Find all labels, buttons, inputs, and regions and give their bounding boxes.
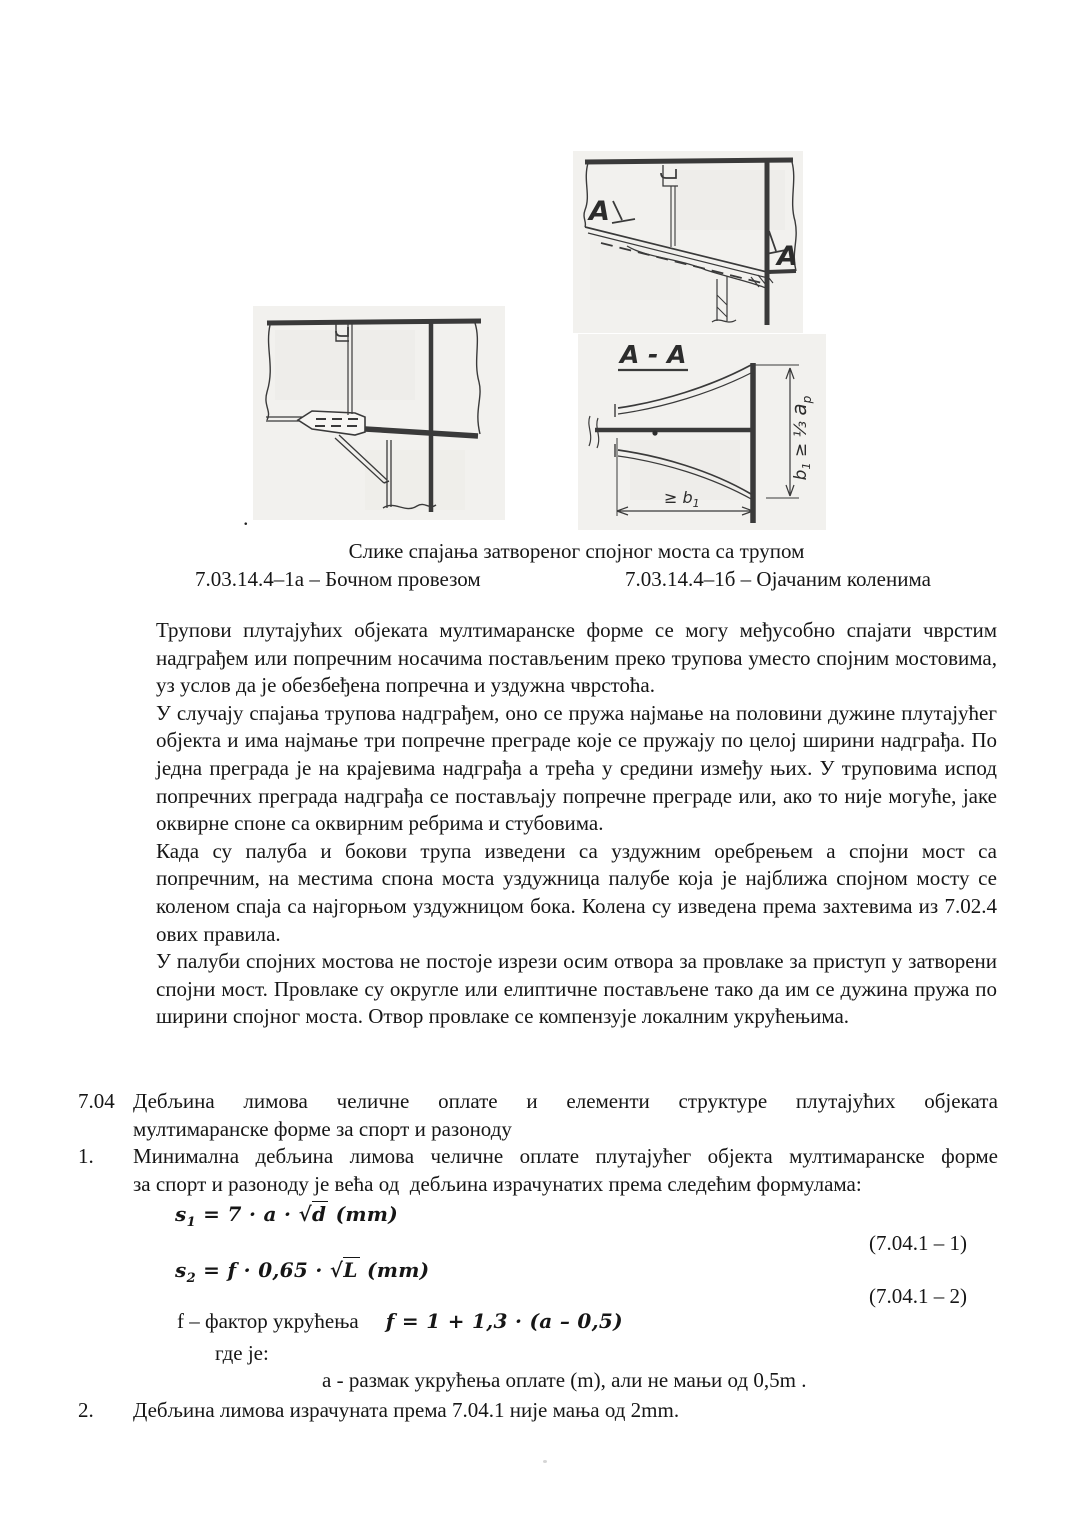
figure-caption-left: 7.03.14.4–1а – Бочном провезом — [195, 567, 481, 591]
dimension-b1-rule-label: $b_1$ ≥ ⅓ $a_p$ — [787, 395, 814, 481]
figure-side-girder-sketch — [245, 300, 535, 535]
item-1-line2: за спорт и разоноду је већа од дебљина израчунатих према следећим формулама: — [133, 1171, 862, 1196]
item-2-number: 2. — [78, 1398, 94, 1422]
scan-dot: . — [243, 505, 249, 530]
factor-f-label: f – фактор укрућења — [177, 1309, 359, 1333]
formula-s1 — [175, 1202, 398, 1230]
formula-s2-sub: 2 — [186, 1271, 196, 1286]
section-cut-letter-left: A — [589, 196, 610, 227]
item-1-text — [133, 1143, 998, 1198]
section-heading-line1: Дебљина лимова челичне оплате и елементи структуре плутајућих објеката — [133, 1089, 998, 1113]
section-7-04-heading — [78, 1088, 998, 1143]
item-2-line1: Дебљина лимова израчуната према 7.04.1 није мања од 2mm. — [133, 1398, 680, 1422]
equation-number-1: (7.04.1 – 1) — [869, 1231, 967, 1255]
formula-s2-unit: (mm) — [359, 1258, 430, 1282]
figure-section-a-a-sketch — [570, 330, 840, 535]
formula-s2-radicand: L — [343, 1258, 358, 1282]
figure-bracket-sketch — [555, 145, 810, 340]
item-2 — [78, 1397, 998, 1425]
paragraph-longitudinal-framing: Када су палуба и бокови трупа изведени са уздужним оребрењем а спојни мост са попречним, на местима спона моста уздужница палубе која је најближа спојном мосту се коленом спаја са најгорњом уздужницом бока. Колена су изведена према захтевима из 7.02.4 ових правила. — [156, 838, 997, 946]
item-1-line1: Минимална дебљина лимова челичне оплате плутајућег објекта мултимаранске форме — [133, 1144, 998, 1168]
body-paragraphs — [156, 617, 997, 1031]
radical-sign: √ — [298, 1202, 313, 1226]
paragraph-hull-connection: Трупови плутајућих објеката мултимаранске форме се могу међусобно спајати чврстим надграђем или попречним носачима постављеним преко трупова уместо спојним мостовима, уз услов да је обезбеђена попречна и уздужна чврстоћа. — [156, 618, 997, 698]
factor-f-line — [177, 1309, 623, 1334]
where-a-definition: а - размак укрућења оплате (m), али не мањи од 0,5m . — [322, 1368, 807, 1392]
dimension-b1-label: ≥ $b_1$ — [664, 488, 700, 510]
section-heading-text — [133, 1088, 998, 1143]
radical-sign: √ — [329, 1258, 344, 1282]
section-title-label: A - A — [620, 340, 687, 369]
where-label: где је: — [215, 1341, 269, 1365]
figure-caption-right: 7.03.14.4–1б – Ојачаним коленима — [625, 567, 931, 591]
formula-s1-var: s — [175, 1202, 187, 1226]
formula-s2 — [175, 1258, 429, 1286]
scan-speck — [543, 1460, 547, 1463]
formula-s1-mid: = 7 · a · — [195, 1202, 299, 1226]
formula-s1-unit: (mm) — [328, 1202, 399, 1226]
section-cut-letter-right: A — [777, 241, 798, 272]
formula-s2-var: s — [175, 1258, 187, 1282]
item-1 — [78, 1143, 998, 1198]
formula-f: f = 1 + 1,3 · (a – 0,5) — [385, 1309, 623, 1333]
figure-left-wash — [253, 306, 505, 520]
formula-s1-radicand: d — [312, 1202, 327, 1226]
item-1-number: 1. — [78, 1144, 94, 1168]
paragraph-deck-openings: У палуби спојних мостова не постоје изрези осим отвора за провлаке за приступ у затворени спојни мост. Провлаке су округле или елиптичне постављене тако да им се дужина пружа по ширини спојног моста. Отвор провлаке се компензује локалним укрућењима. — [156, 949, 997, 1029]
section-heading-line2: мултимаранске форме за спорт и разоноду — [133, 1116, 512, 1141]
item-2-text — [133, 1397, 998, 1425]
formula-s1-sub: 1 — [186, 1215, 196, 1230]
formula-s2-mid: = f · 0,65 · — [195, 1258, 330, 1282]
figure-caption-title: Слике спајања затвореног спојног моста са трупом — [348, 539, 805, 563]
section-number: 7.04 — [78, 1089, 115, 1113]
equation-number-2: (7.04.1 – 2) — [869, 1284, 967, 1308]
paragraph-superstructure: У случају спајања трупова надграђем, оно се пружа најмање на половини дужине плутајућег објекта и има најмање три попречне преграде које се пружају по целој ширини надграђа. По једна преграда је на крајевима надграђа а трећа у средини између њих. У труповима испод попречних преграда надграђа се постављају попречне преграде или, ако то није могуће, јаке оквирне споне са оквирним ребрима и стубовима. — [156, 700, 997, 836]
